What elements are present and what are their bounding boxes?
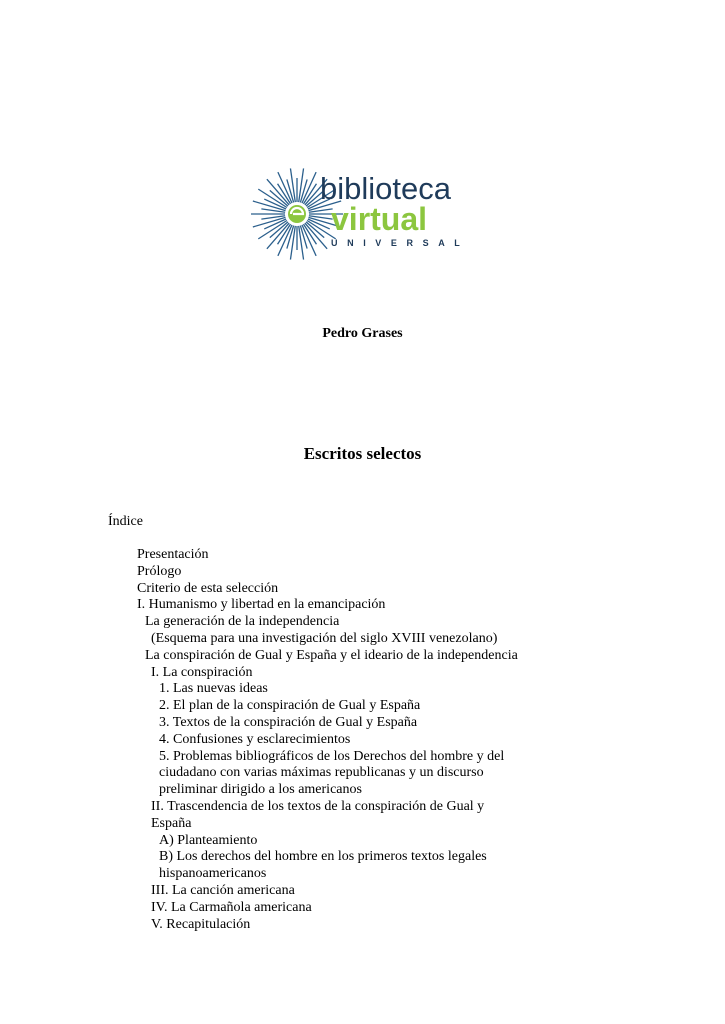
- toc-item[interactable]: B) Los derechos del hombre en los primeros textos legales: [159, 849, 487, 865]
- logo-text-biblioteca: biblioteca: [320, 171, 451, 206]
- toc-item[interactable]: preliminar dirigido a los americanos: [159, 782, 362, 798]
- logo-graphic: [247, 168, 475, 262]
- toc-item[interactable]: IV. La Carmañola americana: [151, 899, 312, 915]
- toc-item[interactable]: V. Recapitulación: [151, 916, 251, 932]
- logo-text-universal: UNIVERSAL: [331, 238, 470, 248]
- sunburst-ray: [299, 226, 304, 260]
- toc-item[interactable]: 1. Las nuevas ideas: [159, 681, 268, 697]
- table-of-contents: [137, 547, 557, 933]
- toc-item[interactable]: 5. Problemas bibliográficos de los Derechos del hombre y del: [159, 748, 505, 764]
- toc-item[interactable]: La generación de la independencia: [145, 614, 340, 630]
- book-title: Escritos selectos: [303, 444, 422, 463]
- toc-item[interactable]: II. Trascendencia de los textos de la conspiración de Gual y: [151, 798, 485, 814]
- biblioteca-virtual-logo: [247, 168, 475, 262]
- toc-item[interactable]: A) Planteamiento: [159, 832, 258, 848]
- toc-item[interactable]: 2. El plan de la conspiración de Gual y España: [159, 698, 421, 714]
- toc-item[interactable]: I. La conspiración: [151, 664, 253, 680]
- author-name: Pedro Grases: [322, 326, 403, 341]
- logo-text-virtual: virtual: [331, 201, 428, 237]
- toc-item[interactable]: (Esquema para una investigación del siglo XVIII venezolano): [151, 630, 498, 646]
- toc-item[interactable]: Prólogo: [137, 563, 182, 579]
- sunburst-ray: [290, 168, 295, 202]
- toc-item[interactable]: La conspiración de Gual y España y el ideario de la independencia: [145, 647, 518, 663]
- toc-item[interactable]: ciudadano con varias máximas republicanas y un discurso: [159, 765, 484, 781]
- index-heading: Índice: [108, 514, 143, 529]
- sunburst-ray: [299, 168, 304, 202]
- toc-item[interactable]: hispanoamericanos: [159, 866, 267, 882]
- toc-item[interactable]: 3. Textos de la conspiración de Gual y España: [159, 714, 418, 730]
- toc-item[interactable]: III. La canción americana: [151, 882, 295, 898]
- toc-item[interactable]: I. Humanismo y libertad en la emancipación: [137, 597, 386, 613]
- toc-item[interactable]: Presentación: [137, 547, 209, 562]
- toc-item[interactable]: Criterio de esta selección: [137, 580, 279, 596]
- toc-item[interactable]: España: [151, 815, 192, 831]
- toc-item[interactable]: 4. Confusiones y esclarecimientos: [159, 731, 351, 747]
- sunburst-ray: [290, 226, 295, 260]
